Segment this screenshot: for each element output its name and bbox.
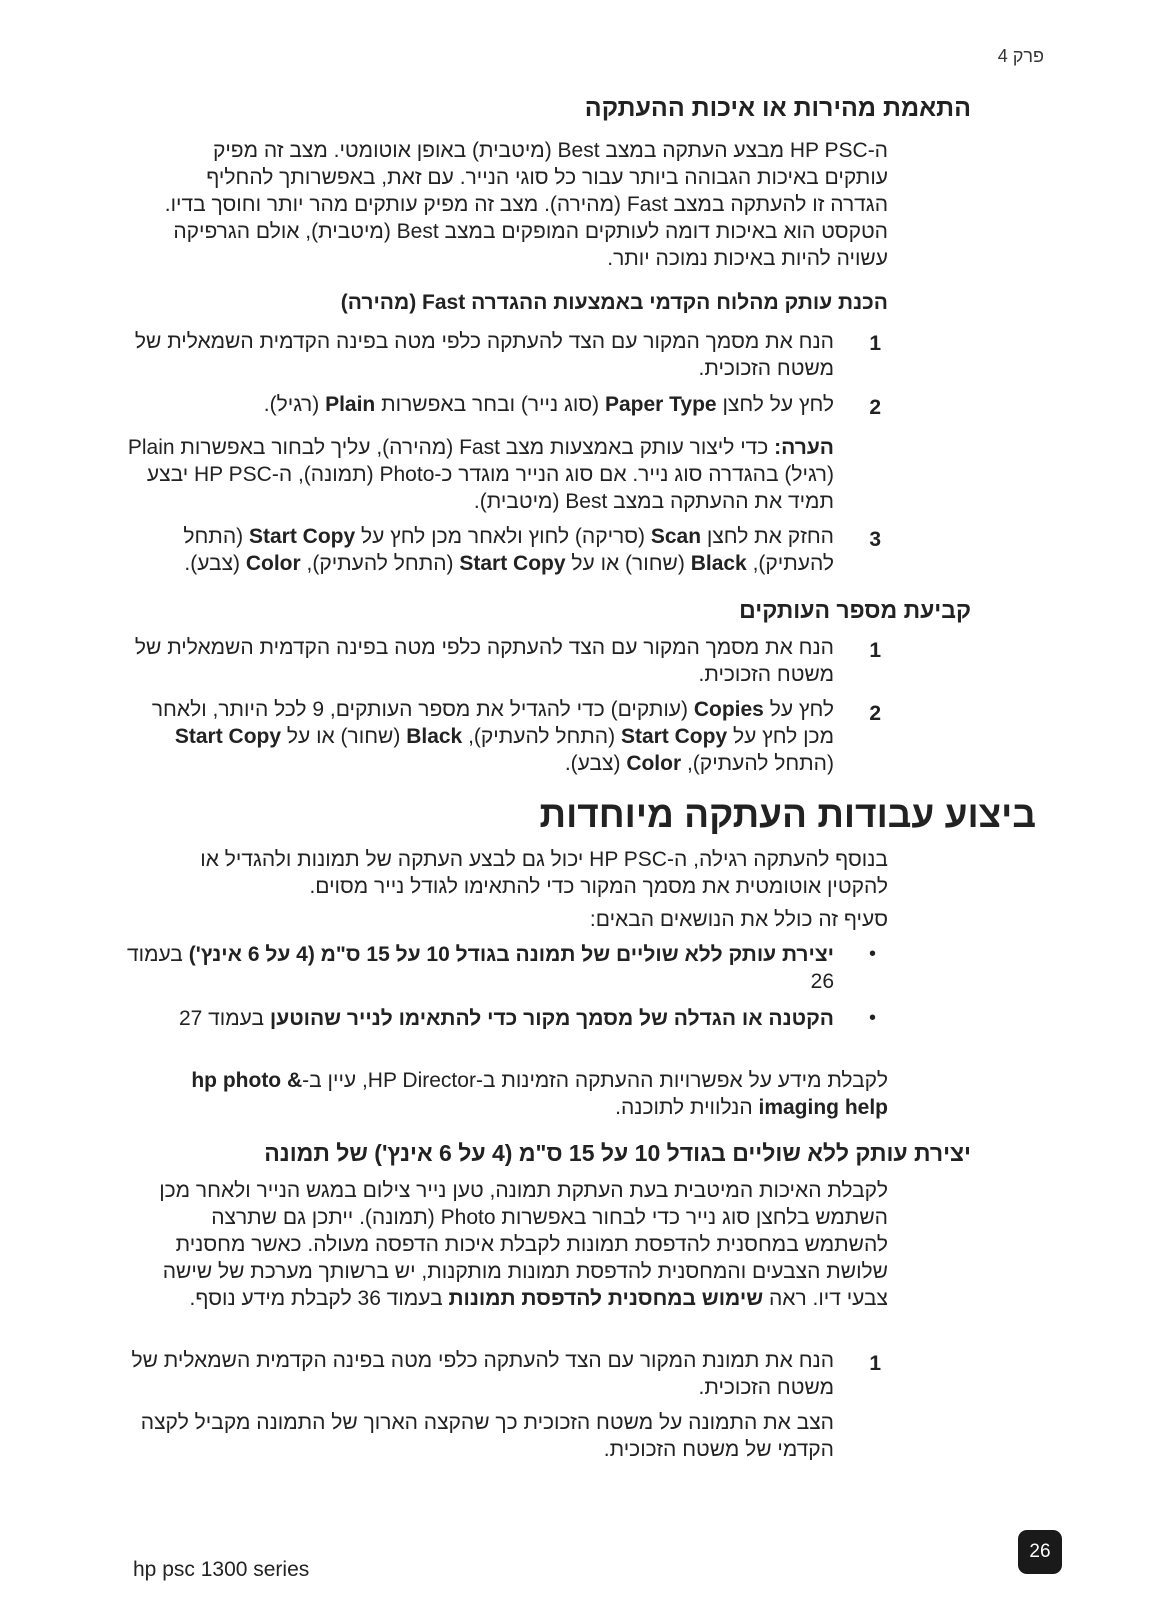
help-reference-link[interactable]: hp photo & imaging help [191,1069,888,1119]
step-text: לחץ על לחצן Paper Type (סוג נייר) ובחר באפשרות Plain (רגיל). [263,393,834,416]
step-text: הנח את מסמך המקור עם הצד להעתקה כלפי מטה בפינה הקדמית השמאלית של משטח הזכוכית. [134,636,834,686]
step-number: 1 [869,1352,881,1375]
step-text: לחץ על Copies (עותקים) כדי להגדיל את מספר העותקים, 9 לכל היותר, ולאחר מכן לחץ על Start Copy (התחל להעתיק), Black (שחור) או על Start Copy (התחל להעתיק), Color (צבע). [151,698,834,775]
bullet-marker: • [868,1007,876,1029]
paragraph-help-reference: לקבלת מידע על אפשרויות ההעתקה הזמינות ב-HP Director, עיין ב-hp photo & imaging help הנלווית לתוכנה. [191,1069,888,1119]
bullet-item: הקטנה או הגדלה של מסמך מקור כדי להתאימו לנייר שהוטען בעמוד 27 [178,1007,834,1030]
bullet-marker: • [868,943,876,965]
paragraph-special-intro: בנוסף להעתקה רגילה, ה-HP PSC יכול גם לבצע העתקה של תמונות ולהגדיל או להקטין אוטומטית את מסמך המקור כדי להתאימו לגודל נייר מסוים. [200,848,888,898]
paragraph-borderless: לקבלת האיכות המיטבית בעת העתקת תמונה, טען נייר צילום במגש הנייר ולאחר מכן השתמש בלחצן סוג נייר כדי לבחור באפשרות Photo (תמונה). ייתכן גם שתרצה להשתמש במחסנית להדפסת תמונות לקבלת איכות הדפסה מעולה. כאשר מחסנית שלושת הצבעים והמחסנית להדפסת תמונות מותקנות, יש ברשותך מערכת של שישה צבעי דיו. ראה שימוש במחסנית להדפסת תמונות בעמוד 36 לקבלת מידע נוסף. [159,1179,888,1310]
step-text: הנח את מסמך המקור עם הצד להעתקה כלפי מטה בפינה הקדמית השמאלית של משטח הזכוכית. [134,330,834,380]
step-text: החזק את לחצן Scan (סריקה) לחוץ ולאחר מכן לחץ על Start Copy (התחל להעתיק), Black (שחור) או על Start Copy (התחל להעתיק), Color (צבע). [183,525,834,575]
subsection-title-fast-copy: הכנת עותק מהלוח הקדמי באמצעות ההגדרה Fast (מהירה) [340,291,888,314]
step-number: 2 [869,702,881,725]
chapter-label: פרק 4 [997,46,1044,66]
step-number: 1 [869,332,881,355]
product-name: hp psc 1300 series [133,1558,310,1581]
step-number: 3 [869,528,881,551]
page-number-badge: 26 [1018,1530,1062,1574]
note-label: הערה: [774,436,834,459]
step-text: הנח את תמונת המקור עם הצד להעתקה כלפי מטה בפינה הקדמית השמאלית של משטח הזכוכית. [131,1349,834,1399]
paragraph-speed-quality: ה-HP PSC מבצע העתקה במצב Best (מיטבית) באופן אוטומטי. מצב זה מפיק עותקים באיכות הגבוהה ביותר עבור כל סוגי הנייר. עם זאת, באפשרותך להחליף הגדרה זו להעתקה במצב Fast (מהירה). מצב זה מפיק עותקים מהר יותר וחוסך בדיו. הטקסט הוא באיכות דומה לעותקים המופקים במצב Best (מיטבית), אולם הגרפיקה עשויה להיות באיכות נמוכה יותר. [164,139,888,270]
note: הערה: כדי ליצור עותק באמצעות מצב Fast (מהירה), עליך לבחור באפשרות Plain (רגיל) בהגדרה סוג נייר. אם סוג הנייר מוגדר כ-Photo (תמונה), ה-HP PSC יבצע תמיד את ההעתקה במצב Best (מיטבית). [127,436,834,513]
bullet-item: יצירת עותק ללא שוליים של תמונה בגודל 10 על 15 ס"מ (4 על 6 אינץ') בעמוד 26 [126,943,834,993]
section-title-borderless: יצירת עותק ללא שוליים בגודל 10 על 15 ס"מ (4 על 6 אינץ') של תמונה [264,1140,971,1166]
step-number: 1 [869,639,881,662]
topic-link[interactable]: הקטנה או הגדלה של מסמך מקור כדי להתאימו לנייר שהוטען [269,1007,834,1030]
section-title-copies: קביעת מספר העותקים [739,597,971,623]
cross-reference-link[interactable]: שימוש במחסנית להדפסת תמונות [448,1287,764,1310]
step-continuation: הצב את התמונה על משטח הזכוכית כך שהקצה הארוך של התמונה מקביל לקצה הקדמי של משטח הזכוכית. [140,1411,834,1461]
paragraph-topics-intro: סעיף זה כולל את הנושאים הבאים: [589,908,888,931]
topic-link[interactable]: יצירת עותק ללא שוליים של תמונה בגודל 10 על 15 ס"מ (4 על 6 אינץ') [188,943,834,966]
step-number: 2 [869,396,881,419]
section-title-special-jobs: ביצוע עבודות העתקה מיוחדות [539,794,1036,835]
section-title-speed-quality: התאמת מהירות או איכות ההעתקה [584,94,971,122]
